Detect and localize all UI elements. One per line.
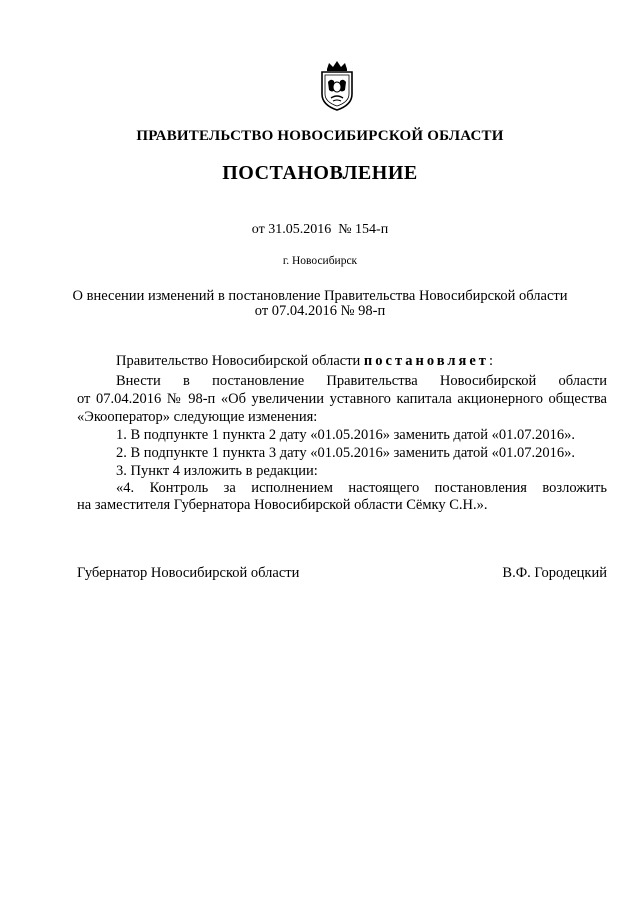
decree-suffix: :	[488, 353, 493, 369]
amend-paragraph-line-1: Внести в постановление Правительства Новосибирской области	[116, 373, 607, 389]
novosibirsk-coat-of-arms-icon	[318, 60, 356, 112]
subject-line-2: от 07.04.2016 № 98-п	[254, 303, 386, 319]
amend-paragraph-line-3: «Экооператор» следующие изменения:	[77, 409, 318, 425]
organization-name: ПРАВИТЕЛЬСТВО НОВОСИБИРСКОЙ ОБЛАСТИ	[136, 128, 504, 144]
decree-paragraph	[116, 353, 493, 370]
subject-line-1: О внесении изменений в постановление Правительства Новосибирской области	[72, 288, 568, 304]
item-2: 2. В подпункте 1 пункта 3 дату «01.05.2016» заменить датой «01.07.2016».	[116, 445, 576, 461]
document-type: ПОСТАНОВЛЕНИЕ	[222, 162, 418, 184]
document-city: г. Новосибирск	[282, 255, 358, 267]
item-1: 1. В подпункте 1 пункта 2 дату «01.05.2016» заменить датой «01.07.2016».	[116, 427, 576, 443]
decree-word: постановляет	[363, 353, 489, 369]
item-3: 3. Пункт 4 изложить в редакции:	[116, 463, 318, 479]
signatory-name: В.Ф. Городецкий	[502, 565, 607, 581]
amend-paragraph-line-2: от 07.04.2016 № 98-п «Об увеличении уставного капитала акционерного общества	[77, 391, 607, 407]
signatory-title: Губернатор Новосибирской области	[77, 565, 300, 581]
document-date-number: от 31.05.2016 № 154-п	[251, 222, 389, 237]
item-4-line-1: «4. Контроль за исполнением настоящего постановления возложить	[116, 480, 607, 496]
item-4-line-2: на заместителя Губернатора Новосибирской области Сёмку С.Н.».	[77, 497, 488, 513]
decree-prefix: Правительство Новосибирской области	[116, 353, 364, 369]
